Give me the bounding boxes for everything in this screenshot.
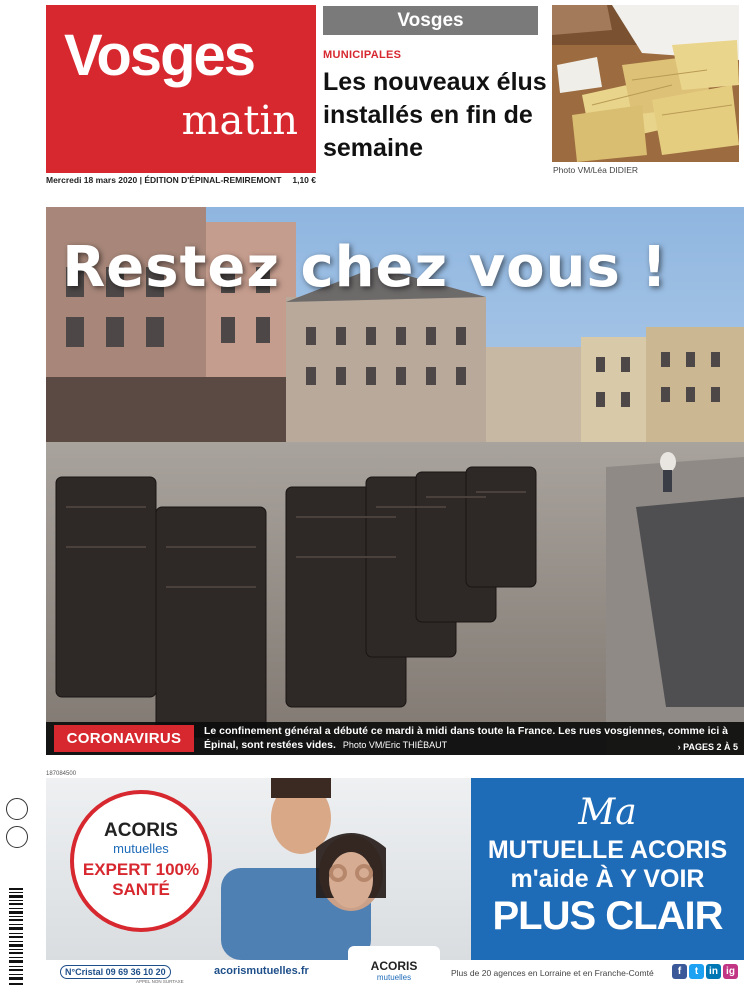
- ad-expert-label: EXPERT 100% SANTÉ: [82, 860, 200, 899]
- footer-logo-sub: mutuelles: [376, 973, 412, 982]
- teaser-kicker: MUNICIPALES: [323, 49, 402, 61]
- logo-word-matin: matin: [181, 98, 298, 144]
- ad-slogan-line: MUTUELLE ACORIS m'aide À Y VOIR: [487, 836, 728, 893]
- pages-link[interactable]: › PAGES 2 À 5: [677, 742, 738, 752]
- ad-brand-sub: mutuelles: [113, 841, 169, 856]
- phone-number[interactable]: [60, 965, 171, 979]
- teaser-headline[interactable]: Les nouveaux élus installés en fin de semaine: [323, 68, 547, 162]
- ad-footer: [46, 960, 744, 988]
- social-links: [672, 964, 738, 979]
- caption-text: Le confinement général a débuté ce mardi à midi dans toute la France. Les rues vosgiennes, comme ici à Épinal, sont restées vides.: [204, 725, 729, 751]
- price: 1,10 €: [292, 175, 316, 185]
- footer-logo-brand: ACORIS: [370, 959, 418, 973]
- instagram-icon[interactable]: ig: [723, 964, 738, 979]
- logo-word-vosges: Vosges: [64, 23, 255, 88]
- ad-footer-logo: [348, 946, 440, 986]
- caption-bar: [46, 722, 744, 755]
- dateline: [46, 175, 316, 187]
- teaser-rubric: Vosges: [323, 6, 538, 35]
- main-photo[interactable]: [46, 207, 744, 755]
- phone-sub: APPEL NON SURTAXE: [136, 979, 184, 984]
- phone-label: N°Cristal: [65, 967, 104, 977]
- issue-date: Mercredi 18 mars 2020: [46, 175, 138, 185]
- facebook-icon[interactable]: f: [672, 964, 687, 979]
- ballot-photo[interactable]: [552, 5, 739, 162]
- ad-slogan-script: Ma: [578, 792, 637, 833]
- ad-slogan-big: PLUS CLAIR: [492, 894, 723, 938]
- ad-agencies: Plus de 20 agences en Lorraine et en Franche-Comté: [451, 968, 654, 978]
- main-headline[interactable]: Restez chez vous !: [62, 235, 668, 300]
- linkedin-icon[interactable]: in: [706, 964, 721, 979]
- teaser-photo-credit: Photo VM/Léa DIDIER: [553, 165, 639, 175]
- ballot-envelopes-image: [552, 5, 739, 162]
- emblem-icon: [6, 826, 28, 848]
- phone-digits: 09 69 36 10 20: [105, 967, 166, 977]
- ad-website-link[interactable]: acorismutuelles.fr: [214, 965, 309, 977]
- ad-slogan-panel: [471, 778, 744, 960]
- twitter-icon[interactable]: t: [689, 964, 704, 979]
- ad-brand: ACORIS: [104, 820, 178, 841]
- caption-credit: Photo VM/Eric THIÉBAUT: [342, 739, 448, 750]
- ad-code: 187084500: [46, 771, 77, 777]
- barcode-icon: [5, 886, 28, 990]
- edition: | ÉDITION D'ÉPINAL-REMIREMONT: [139, 175, 282, 185]
- ad-badge: [70, 790, 212, 932]
- advertisement[interactable]: [46, 778, 744, 960]
- seal-icon: [6, 798, 28, 820]
- caption: [204, 725, 739, 752]
- masthead-logo[interactable]: [46, 5, 316, 173]
- topic-tag[interactable]: CORONAVIRUS: [54, 725, 194, 752]
